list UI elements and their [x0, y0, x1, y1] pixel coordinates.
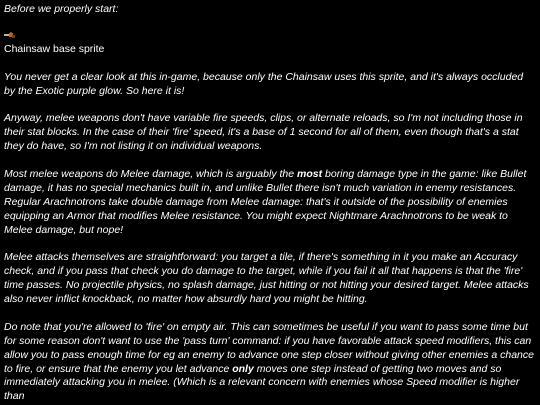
paragraph-text: Most melee weapons do Melee damage, which is arguably the — [4, 167, 297, 180]
paragraph-stat-blocks — [4, 112, 536, 154]
paragraph-text: boring damage type in the game: like Bullet damage, it has no special mechanics built in, and unlike Bullet there isn't much variation in enemy resistances. Regular Arachnotrons take double damage from Melee damage: that's it outside of the possibility of enemies equipping an Armor that modifies Melee resistance. You might expect Nightmare Arachnotrons to be weak to Melee damage, but nope! — [4, 167, 527, 236]
paragraph-text: You never get a clear look at this in-game, because only the Chainsaw uses this sprite, and it's always occluded by the Exotic purple glow. So here it is! — [4, 70, 524, 97]
paragraph-text: moves one step instead of getting two moves and so immediately attacking you in melee. (Which is a relevant concern with enemies whose Speed modifier is higher than — [4, 362, 520, 403]
paragraph-melee-damage — [4, 168, 536, 238]
chainsaw-sprite-icon — [4, 31, 16, 39]
paragraph-melee-attacks — [4, 251, 536, 307]
intro-heading: Before we properly start: — [4, 3, 119, 15]
emphasis-only: only — [232, 362, 254, 375]
post-body — [4, 3, 536, 405]
sprite-block — [4, 31, 536, 57]
paragraph-occluded-sprite — [4, 71, 536, 99]
sprite-caption: Chainsaw base sprite — [4, 42, 105, 55]
paragraph-text: Do note that you're allowed to 'fire' on empty air. This can sometimes be useful if you want to pass some time but for some reason don't want to use the 'pass turn' command: if you have favorable attack speed modifiers, this can allow you to pass enough time for eg an enemy to advance one step closer without giving other enemies a chance to fire, or ensure that the enemy you let advance — [4, 320, 534, 375]
paragraph-text: Anyway, melee weapons don't have variable fire speeds, clips, or alternate reloads, so I'm not including those in their stat blocks. In the case of their 'fire' speed, it's a base of 1 second for all of them, even though that's a stat they do have, so I'm not listing it on individual weapons. — [4, 112, 523, 153]
paragraph-fire-on-air — [4, 321, 536, 404]
emphasis-most: most — [297, 167, 323, 180]
paragraph-text: Melee attacks themselves are straightforward: you target a tile, if there's something in it you make an Accuracy check, and if you pass that check you do damage to the target, while if you fail it all that happens is that the 'fire' time passes. No projectile physics, no splash damage, just hitting or not hitting your desired target. Melee attacks also never inflict knockback, no matter how absurdly hard you might be hitting. — [4, 251, 529, 306]
